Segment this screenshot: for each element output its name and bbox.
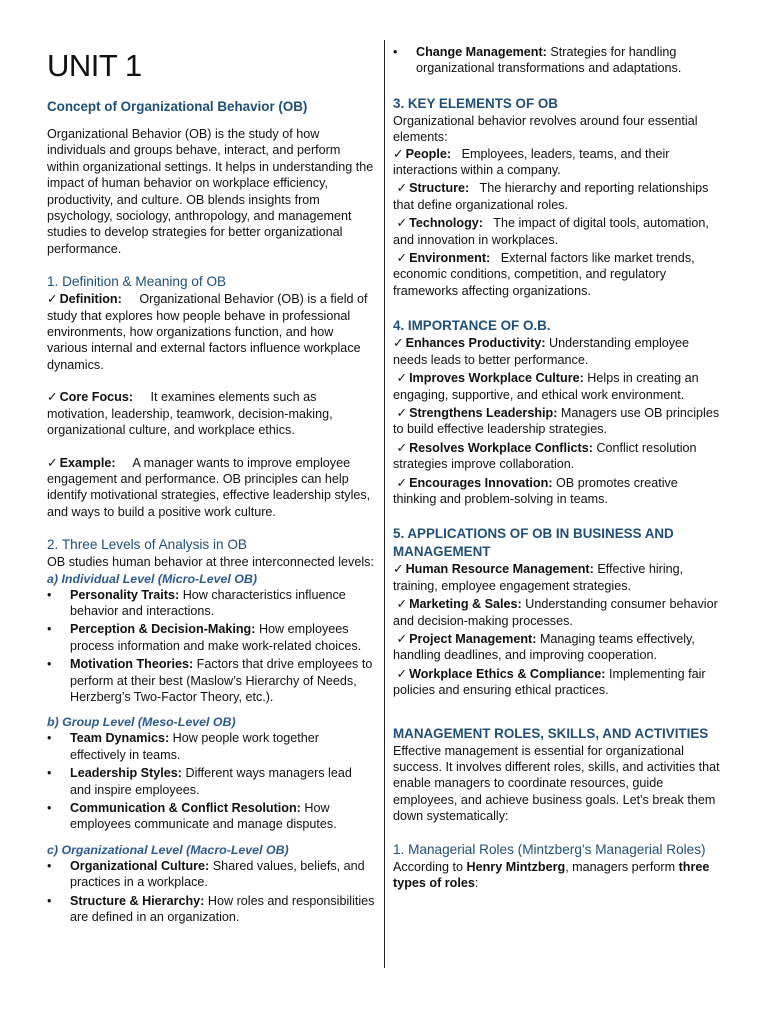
item-text: External factors like market trends, economic conditions, competition, and regulatory frameworks affecting organizations. <box>393 251 695 298</box>
management-intro: Effective management is essential for organizational success. It involves different roles, skills, and activities that enable managers to coordinate resources, guide employees, and achieve business goals. Let's break them down systematically: <box>393 743 720 824</box>
item-label: Motivation Theories: <box>70 657 194 672</box>
roles-text-mid: , managers perform <box>565 859 676 874</box>
definition-heading: 1. Definition & Meaning of OB <box>47 274 227 290</box>
list-item <box>47 730 375 763</box>
management-heading: MANAGEMENT ROLES, SKILLS, AND ACTIVITIES <box>393 725 709 741</box>
item-label: Communication & Conflict Resolution: <box>70 801 301 815</box>
managerial-roles-paragraph <box>393 859 723 892</box>
check-icon: ✓ <box>393 562 404 577</box>
organizational-level-list <box>47 858 375 926</box>
item-text: Understanding consumer behavior and decision-making processes. <box>393 597 718 628</box>
item-text: How employees process information and make work-related choices. <box>70 622 362 653</box>
list-item <box>47 621 375 654</box>
application-item <box>393 596 723 629</box>
item-text: How employees communicate and manage disputes. <box>70 801 337 832</box>
individual-level-list <box>47 587 375 706</box>
importance-item <box>393 405 723 438</box>
item-text: Employees, leaders, teams, and their interactions within a company. <box>393 146 670 178</box>
importance-item <box>393 440 723 473</box>
application-item <box>393 666 723 699</box>
intro-paragraph: Organizational Behavior (OB) is the study of how individuals and groups behave, interact, and perform within organizational settings. It helps in understanding the impact of human behavior on workplace efficiency, productivity, and culture. OB blends insights from psychology, sociology, anthropology, and management studies to develop strategies for better organizational performance. <box>47 127 374 256</box>
check-icon: ✓ <box>393 146 404 161</box>
item-label: Change Management: <box>416 45 547 59</box>
check-icon: ✓ <box>396 440 408 455</box>
definition-paragraph <box>47 291 375 373</box>
item-label: Structure & Hierarchy: <box>70 893 205 908</box>
item-label: Perception & Decision-Making: <box>70 622 256 637</box>
item-label: Structure: <box>409 181 470 196</box>
application-item <box>393 561 723 594</box>
check-icon: ✓ <box>396 181 408 196</box>
example-paragraph <box>47 455 375 521</box>
example-text: A manager wants to improve employee engagement and performance. OB principles can help identify motivational strategies, effective leadership styles, and ways to build a positive work culture. <box>47 455 371 519</box>
item-text: How characteristics influence behavior and interactions. <box>70 587 346 618</box>
managerial-roles-heading: 1. Managerial Roles (Mintzberg’s Managerial Roles) <box>393 841 706 857</box>
item-label: Enhances Productivity: <box>405 336 546 351</box>
item-label: Organizational Culture: <box>70 858 210 873</box>
key-element-item <box>393 215 723 248</box>
check-icon: ✓ <box>393 336 404 351</box>
key-element-item <box>393 146 723 179</box>
application-item <box>393 631 723 664</box>
item-label: Resolves Workplace Conflicts: <box>409 440 593 455</box>
item-text: The impact of digital tools, automation, and innovation in workplaces. <box>393 216 709 247</box>
list-item <box>47 587 375 620</box>
importance-heading: 4. IMPORTANCE OF O.B. <box>393 318 551 334</box>
item-text: Managing teams effectively, handling deadlines, and improving cooperation. <box>393 631 695 663</box>
item-label: Team Dynamics: <box>70 731 170 746</box>
check-icon: ✓ <box>396 666 408 681</box>
key-element-item <box>393 180 723 213</box>
item-text: The hierarchy and reporting relationships that define organizational roles. <box>393 181 709 212</box>
check-icon: ✓ <box>47 292 58 307</box>
check-icon: ✓ <box>396 405 408 420</box>
concept-heading: Concept of Organizational Behavior (OB) <box>47 99 308 114</box>
key-elements-intro: Organizational behavior revolves around four essential elements: <box>393 113 698 145</box>
list-item <box>47 656 375 705</box>
check-icon: ✓ <box>396 597 408 612</box>
continued-list <box>393 44 723 77</box>
item-text: Conflict resolution strategies improve collaboration. <box>393 440 697 472</box>
item-text: Effective hiring, training, employee engagement strategies. <box>393 562 684 593</box>
list-item <box>47 893 375 926</box>
core-focus-text: It examines elements such as motivation, leadership, teamwork, decision-making, organizational culture, and workplace ethics. <box>47 390 333 438</box>
individual-level-heading: a) Individual Level (Micro-Level OB) <box>47 571 257 586</box>
item-text: Strategies for handling organizational transformations and adaptations. <box>416 45 682 76</box>
check-icon: ✓ <box>396 475 408 490</box>
right-column <box>393 44 723 891</box>
item-text: Factors that drive employees to perform at their best (Maslow’s Hierarchy of Needs, Herzberg’s Two-Factor Theory, etc.). <box>70 657 373 704</box>
check-icon: ✓ <box>396 251 408 266</box>
core-focus-paragraph <box>47 389 375 438</box>
example-label: Example: <box>59 455 116 470</box>
list-item <box>47 765 375 798</box>
item-text: Understanding employee needs leads to better performance. <box>393 336 690 367</box>
item-label: Technology: <box>409 216 483 231</box>
check-icon: ✓ <box>396 631 408 646</box>
group-level-list <box>47 730 375 832</box>
roles-bold: three types of roles <box>393 859 710 891</box>
check-icon: ✓ <box>396 216 408 231</box>
item-text: How people work together effectively in teams. <box>70 731 319 762</box>
list-item <box>47 800 375 833</box>
item-label: People: <box>405 146 452 161</box>
levels-intro: OB studies human behavior at three interconnected levels: <box>47 555 374 570</box>
definition-text: Organizational Behavior (OB) is a field of study that explores how people behave in professional environments, how organizations function, and how various internal and external factors influence workplace dynamics. <box>47 292 368 372</box>
levels-heading: 2. Three Levels of Analysis in OB <box>47 537 247 553</box>
roles-name: Henry Mintzberg <box>466 859 566 874</box>
item-label: Project Management: <box>409 631 537 646</box>
roles-text-pre: According to <box>393 859 464 874</box>
importance-item <box>393 370 723 403</box>
left-column <box>47 40 375 927</box>
item-label: Strengthens Leadership: <box>409 405 558 420</box>
key-element-item <box>393 250 723 299</box>
organizational-level-heading: c) Organizational Level (Macro-Level OB) <box>47 842 289 857</box>
item-label: Human Resource Management: <box>405 562 594 577</box>
unit-title: UNIT 1 <box>47 48 142 83</box>
column-divider <box>384 40 385 968</box>
check-icon: ✓ <box>47 390 58 405</box>
item-label: Encourages Innovation: <box>409 475 553 490</box>
applications-heading: 5. APPLICATIONS OF OB IN BUSINESS AND MANAGEMENT <box>393 526 674 560</box>
group-level-heading: b) Group Level (Meso-Level OB) <box>47 715 236 730</box>
item-text: Shared values, beliefs, and practices in a workplace. <box>70 858 365 890</box>
item-text: Different ways managers lead and inspire employees. <box>70 766 352 797</box>
item-text: Implementing fair policies and ensuring ethical practices. <box>393 666 706 698</box>
definition-label: Definition: <box>59 292 122 307</box>
item-text: OB promotes creative thinking and problem-solving in teams. <box>393 475 678 506</box>
item-label: Workplace Ethics & Compliance: <box>409 666 606 681</box>
core-focus-label: Core Focus: <box>59 390 134 405</box>
key-elements-heading: 3. KEY ELEMENTS OF OB <box>393 95 558 111</box>
item-label: Personality Traits: <box>70 587 180 602</box>
check-icon: ✓ <box>396 371 408 386</box>
importance-item <box>393 475 723 508</box>
roles-text-end: : <box>474 876 479 891</box>
list-item <box>393 44 723 77</box>
item-text: Helps in creating an engaging, supportive, and ethical work environment. <box>393 371 699 402</box>
importance-item <box>393 335 723 368</box>
check-icon: ✓ <box>47 455 58 470</box>
item-text: How roles and responsibilities are defined in an organization. <box>70 893 375 925</box>
item-label: Environment: <box>409 251 491 266</box>
item-label: Marketing & Sales: <box>409 597 522 612</box>
item-text: Managers use OB principles to build effective leadership strategies. <box>393 405 720 437</box>
item-label: Improves Workplace Culture: <box>409 371 584 386</box>
list-item <box>47 858 375 891</box>
item-label: Leadership Styles: <box>70 766 182 781</box>
